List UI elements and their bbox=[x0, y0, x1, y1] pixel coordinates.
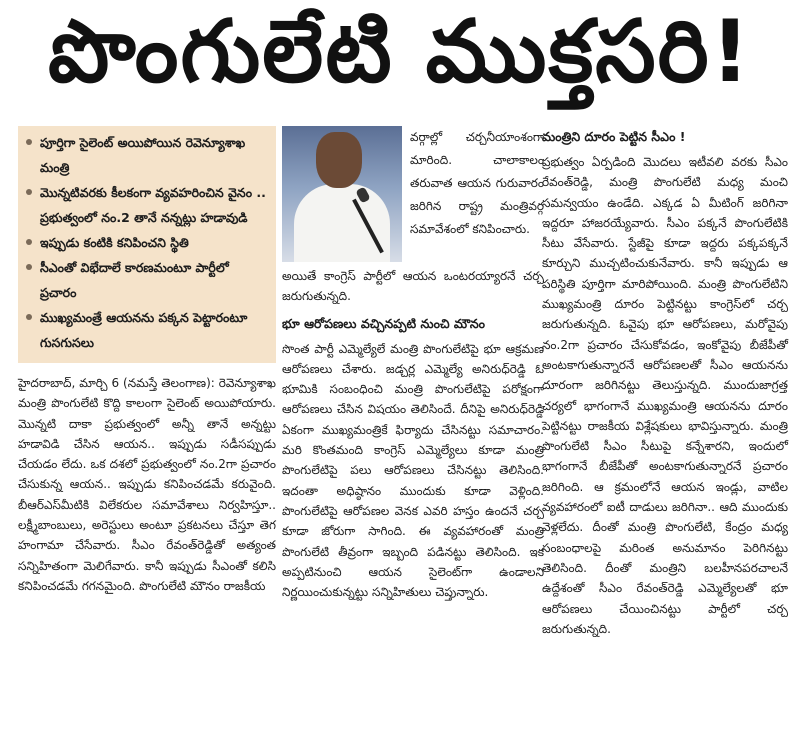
highlight-item: సీఎంతో విభేదాలే కారణమంటూ పార్టీలో ప్రచారం bbox=[24, 255, 268, 305]
subheading: మంత్రిని దూరం పెట్టిన సీఎం ! bbox=[542, 129, 686, 144]
highlight-item: మొన్నటివరకు కీలకంగా వ్యవహరించిన వైనం .. ప్రభుత్వంలో నం.2 తానే నన్నట్లు హడావుడి bbox=[24, 180, 268, 230]
highlight-item: పూర్తిగా సైలెంట్ అయిపోయిన రెవెన్యూశాఖ మంత్రి bbox=[24, 130, 268, 180]
highlights-list bbox=[24, 130, 268, 355]
photo-row bbox=[282, 126, 544, 262]
article-paragraph: ప్రభుత్వం ఏర్పడింది మొదలు ఇటీవలి వరకు సీఎం రేవంత్‌రెడ్డి, మంత్రి పొంగులేటి మధ్య మంచి సమన్వయం ఉండేది. ఎక్కడ ఏ మీటింగ్ జరిగినా ఇద్దరూ హాజరయ్యేవారు. సీఎం పక్కనే పొంగులేటికి సీటు వేసేవారు. స్టేజీపై కూడా ఇద్దరు పక్కపక్కనే కూర్చుని ముచ్చటించుకునేవారు. కానీ ఇప్పుడు ఆ పరిస్థితి పూర్తిగా మారిపోయింది. మంత్రి పొంగులేటిని ముఖ్యమంత్రి దూరం పెట్టినట్టు కాంగ్రెస్‌లో చర్చ జరుగుతున్నది. ఓవైపు భూ ఆరోపణలు, మరోవైపు నం.2గా ప్రచారం చేసుకోవడం, ఇంకోవైపు బీజేపీతో అంటకాగుతున్నారనే ఆరోపణలతో సీఎం ఆయనను దూరంగా జరిగినట్టు తెలుస్తున్నది. ముందుజాగ్రత్త చర్యలో భాగంగానే ముఖ్యమంత్రి ఆయనను దూరం పెట్టినట్టు రాజకీయ విశ్లేషకులు భావిస్తున్నారు. మంత్రి పొంగులేటి సీఎం సీటుపై కన్నేశారని, ఇందులో భాగంగానే బీజేపీతో అంటకాగుతున్నారనే ప్రచారం జరిగింది. ఆ క్రమంలోనే ఆయన ఇండ్లు, వాటిల వ్యవహారంలో ఐటీ దాడులు జరిగినా.. ఆది ముందుకు వెళ్లలేదు. దీంతో మంత్రి పొంగులేటి, కేంద్రం మధ్య సంబంధాలపై మరింత అనుమానం పెరిగినట్టు తెలిసింది. దీంతో మంత్రిని బలహీనపరచాలనే ఉద్దేశంతో సీఎం రేవంత్‌రెడ్డి ఎమ్మెల్యేలతో భూ ఆరోపణలు చేయించినట్టు పార్టీలో చర్చ జరుగుతున్నది. bbox=[542, 155, 788, 636]
right-column bbox=[542, 126, 788, 639]
headline: పొంగులేటి ముక్తసరి! bbox=[48, 1, 752, 102]
photo-side-text bbox=[410, 126, 544, 262]
middle-column bbox=[282, 126, 544, 602]
highlight-item: ముఖ్యమంత్రే ఆయనను పక్కన పెట్టారంటూ గుసగుసలు bbox=[24, 305, 268, 355]
photo-head-shape bbox=[316, 132, 362, 188]
article-body-beside-photo: వర్గాల్లో చర్చనీయాంశంగా మారింది. చాలాకాలం తరువాత ఆయన గురువారం జరిగిన రాష్ట్ర మంత్రివర్గ సమావేశంలో కనిపించారు. bbox=[410, 130, 544, 236]
article-paragraph: అయితే కాంగ్రెస్ పార్టీలో ఆయన ఒంటరయ్యారనే చర్చ జరుగుతున్నది. bbox=[282, 269, 544, 304]
subheading: భూ ఆరోపణలు వచ్చినప్పటి నుంచి మౌనం bbox=[282, 315, 485, 331]
article-body-col1: హైదరాబాద్, మార్చి 6 (నమస్తే తెలంగాణ): రెవెన్యూశాఖ మంత్రి పొంగులేటి కొద్ది కాలంగా సైలెంట్ అయిపోయారు. మొన్నటి దాకా ప్రభుత్వంలో అన్నీ తానే అన్నట్టు హడావిడి చేసిన ఆయన.. ఇప్పుడు సడీసప్పుడు చేయడం లేదు. ఒక దశలో ప్రభుత్వంలో నం.2గా ప్రచారం చేసుకున్న ఆయన.. ఇప్పుడు కనిపించడమే కరువైంది. బీఆర్‌ఎస్‌మీటికి విలేకరుల సమావేశాలు నిర్వహిస్తూ.. లక్ష్మీబాంబులు, అరెస్టులు అంటూ ప్రకటనలు చేస్తూ తెగ హంగామా చేసేవారు. సీఎం రేవంత్‌రెడ్డితో అత్యంత సన్నిహితంగా మెలిగేవారు. కానీ ఇప్పుడు సీఎంతో కలిసి కనిపించడమే గగనమైంది. పొంగులేటి మౌనం రాజకీయ bbox=[18, 376, 276, 593]
highlights-box bbox=[18, 126, 276, 363]
minister-photo bbox=[282, 126, 402, 262]
left-column bbox=[18, 126, 276, 596]
photo-body-shape bbox=[294, 184, 390, 262]
article-paragraph: సొంత పార్టీ ఎమ్మెల్యేలే మంత్రి పొంగులేటిపై భూ ఆక్రమణ ఆరోపణలు చేశారు. జడ్చర్ల ఎమ్మెల్యే అనిరుధ్‌రెడ్డి ఓ భూమికి సంబంధించి మంత్రి పొంగులేటిపై పరోక్షంగా ఆరోపణలు చేసిన విషయం తెలిసిందే. దీనిపై అనిరుధ్‌రెడ్డి ఏకంగా ముఖ్యమంత్రికే ఫిర్యాదు చేసినట్టు సమాచారం. మరి కొంతమంది కాంగ్రెస్ ఎమ్మెల్యేలు కూడా మంత్రి పొంగులేటిపై పలు ఆరోపణలు చేసినట్టు తెలిసింది. ఇదంతా అధిష్ఠానం ముందుకు కూడా వెళ్లింది. పొంగులేటిపై ఆరోపణల వెనక ఎవరి హస్తం ఉందనే చర్చ కూడా జోరుగా సాగింది. ఈ వ్యవహారంతో మంత్రి పొంగులేటి తీవ్రంగా ఇబ్బంది పడినట్టు తెలిసింది. ఇక అప్పటినుంచి ఆయన సైలెంట్‌గా ఉండాలని నిర్ణయించుకున్నట్టు సన్నిహితులు చెప్తున్నారు. bbox=[282, 341, 544, 600]
highlight-item: ఇప్పుడు కంటికి కనిపించని స్థితి bbox=[24, 230, 268, 255]
